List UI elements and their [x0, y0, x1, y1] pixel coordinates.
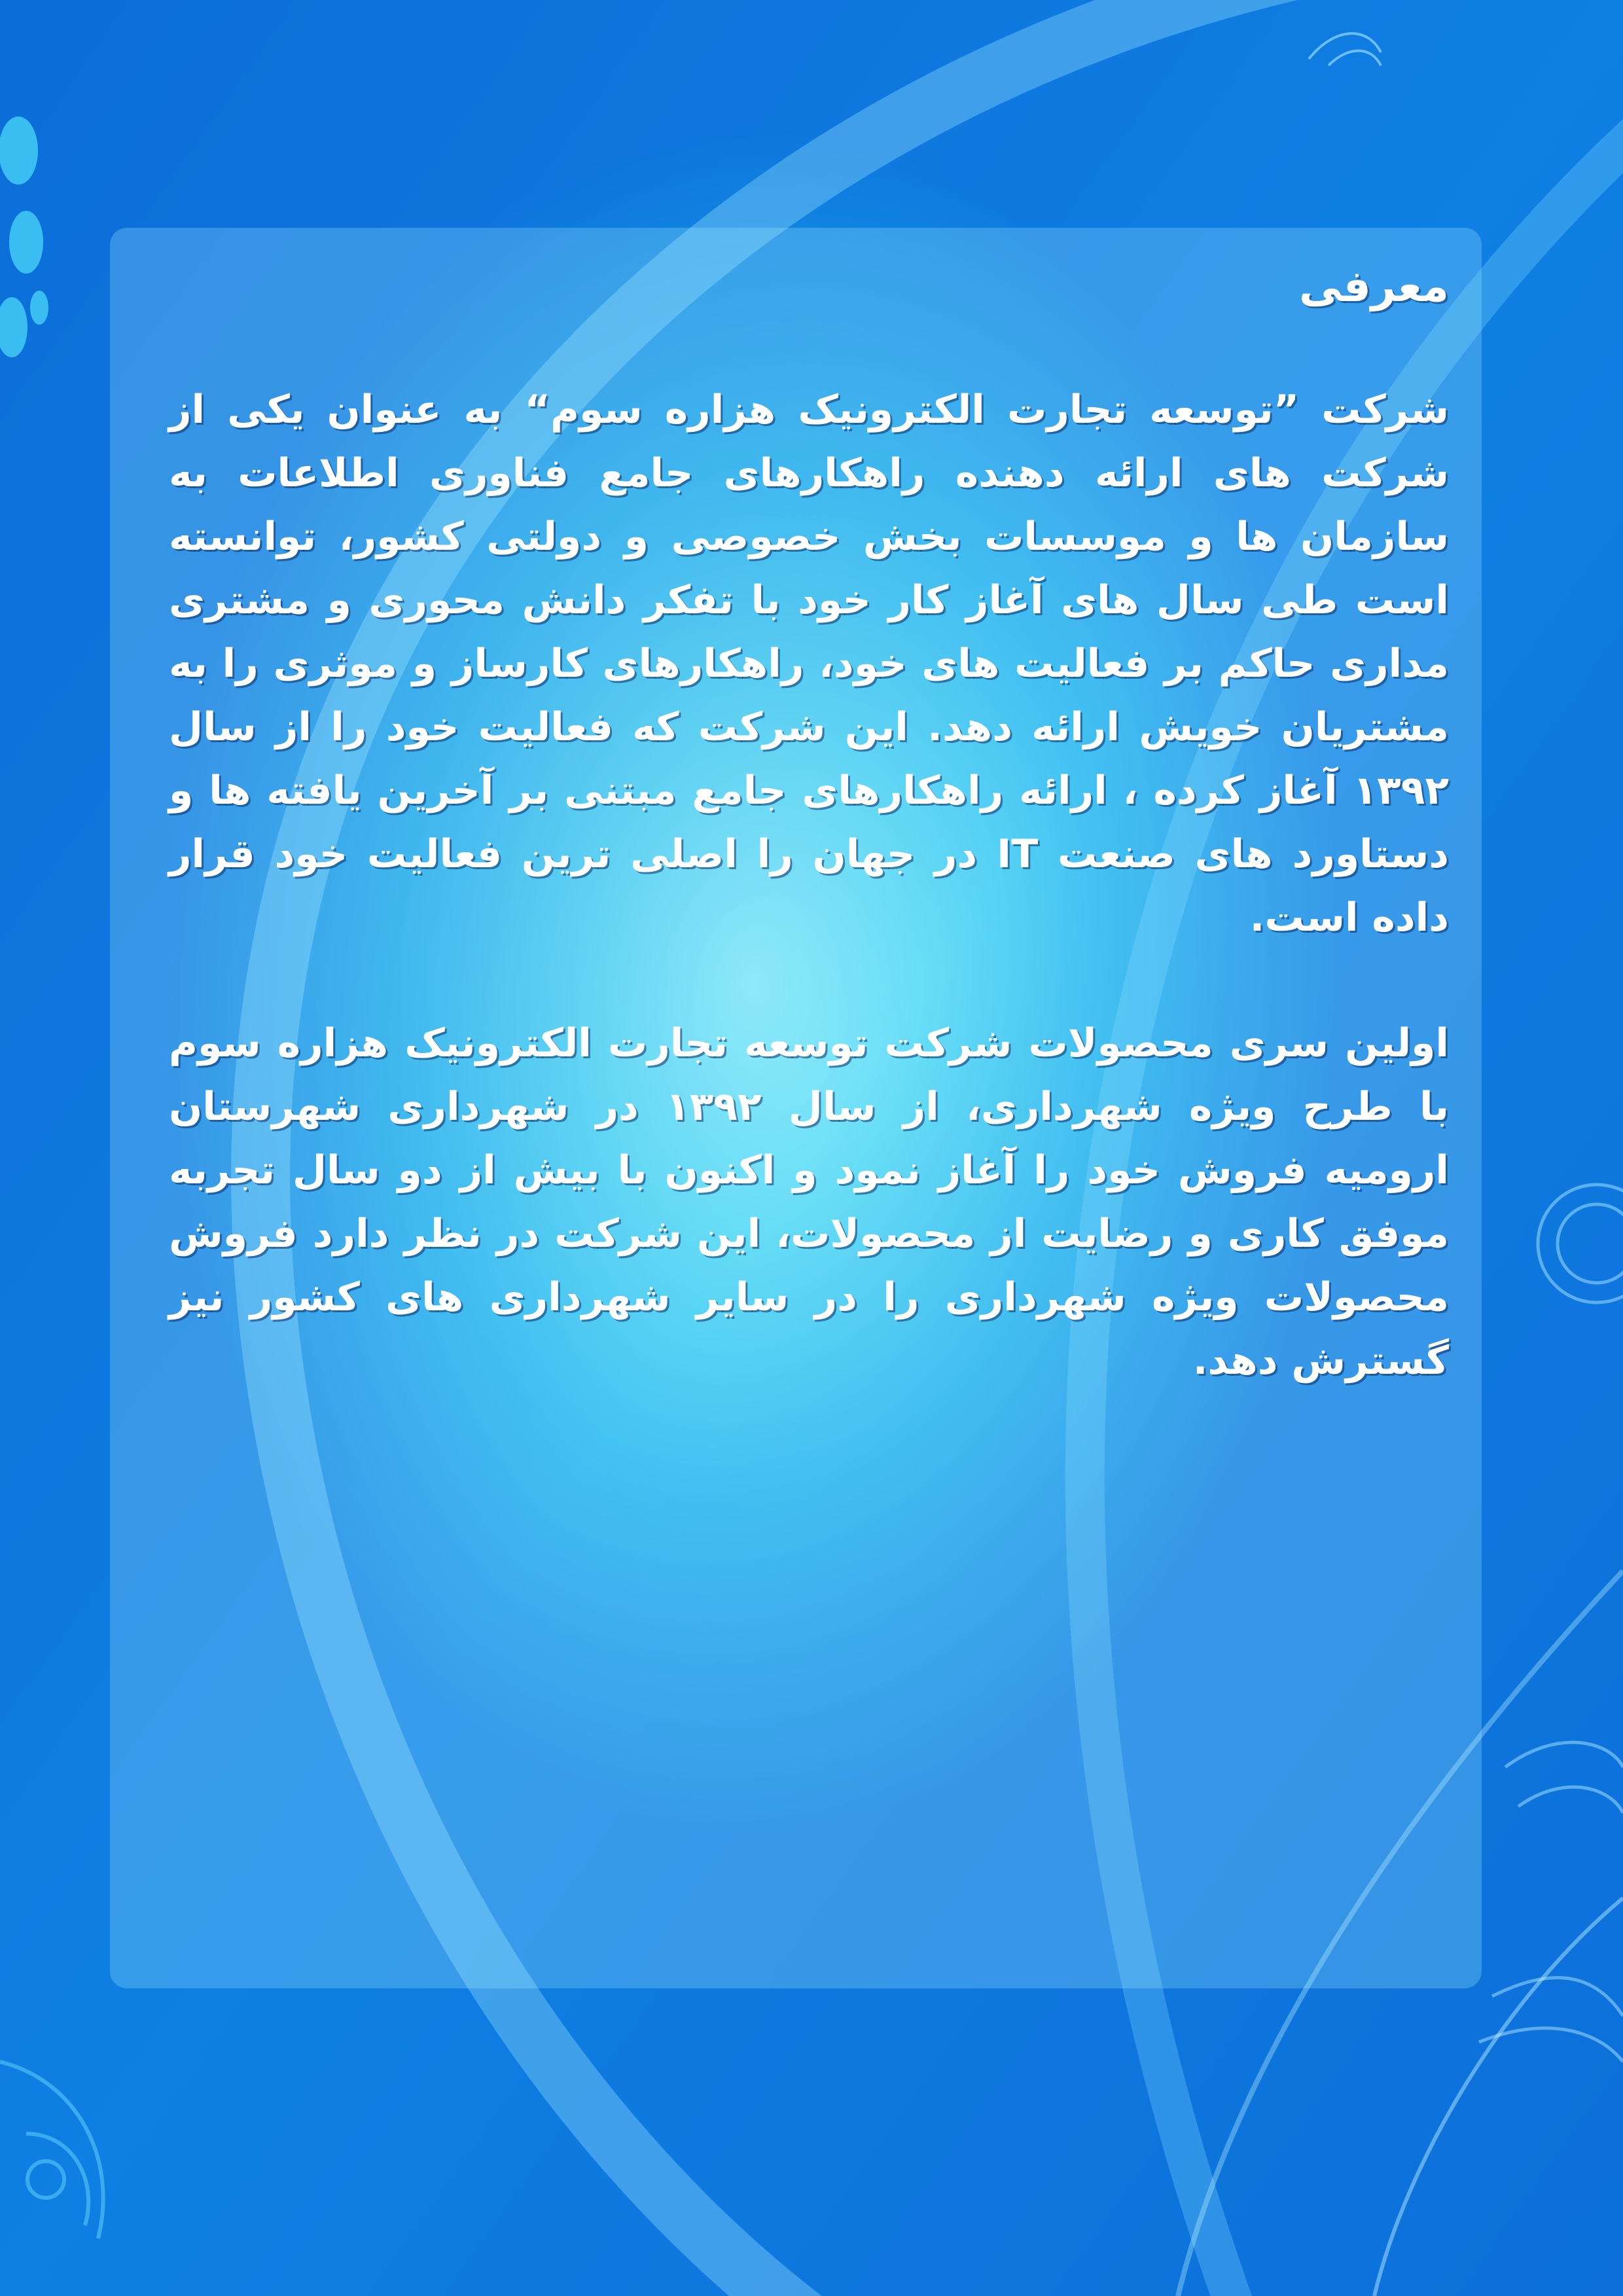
intro-paragraph: شرکت ”توسعه تجارت الکترونیک هزاره سوم“ به عنوان یکی از شرکت های ارائه دهنده راهکارهای جامع فناوری اطلاعات به سازمان ها و موسسات بخش خصوصی و دولتی کشور، توانسته است طی سال های آغاز کار خود با تفکر دانش محوری و مشتری مداری حاکم بر فعالیت های خود، راهکارهای کارساز و موثری را به مشتریان خویش ارائه دهد. این شرکت که فعالیت خود را از سال ۱۳۹۲ آغاز کرده ، ارائه راهکارهای جامع مبتنی بر آخرین یافته ها و دستاورد های صنعت IT در جهان را اصلی ترین فعالیت خود قرار داده است.	[169, 387, 1449, 941]
products-paragraph: اولین سری محصولات شرکت توسعه تجارت الکترونیک هزاره سوم با طرح ویژه شهرداری، از سال ۱۳۹۲ در شهرداری شهرستان ارومیه فروش خود را آغاز نمود و اکنون با بیش از دو سال تجربه موفق کاری و رضایت از محصولات، این شرکت در نظر دارد فروش محصولات ویژه شهرداری را در سایر شهرداری های کشور نیز گسترش دهد.	[169, 1020, 1450, 1384]
document-content	[169, 254, 1449, 1393]
page-title: معرفی	[1298, 261, 1449, 312]
content-panel	[110, 228, 1482, 1988]
